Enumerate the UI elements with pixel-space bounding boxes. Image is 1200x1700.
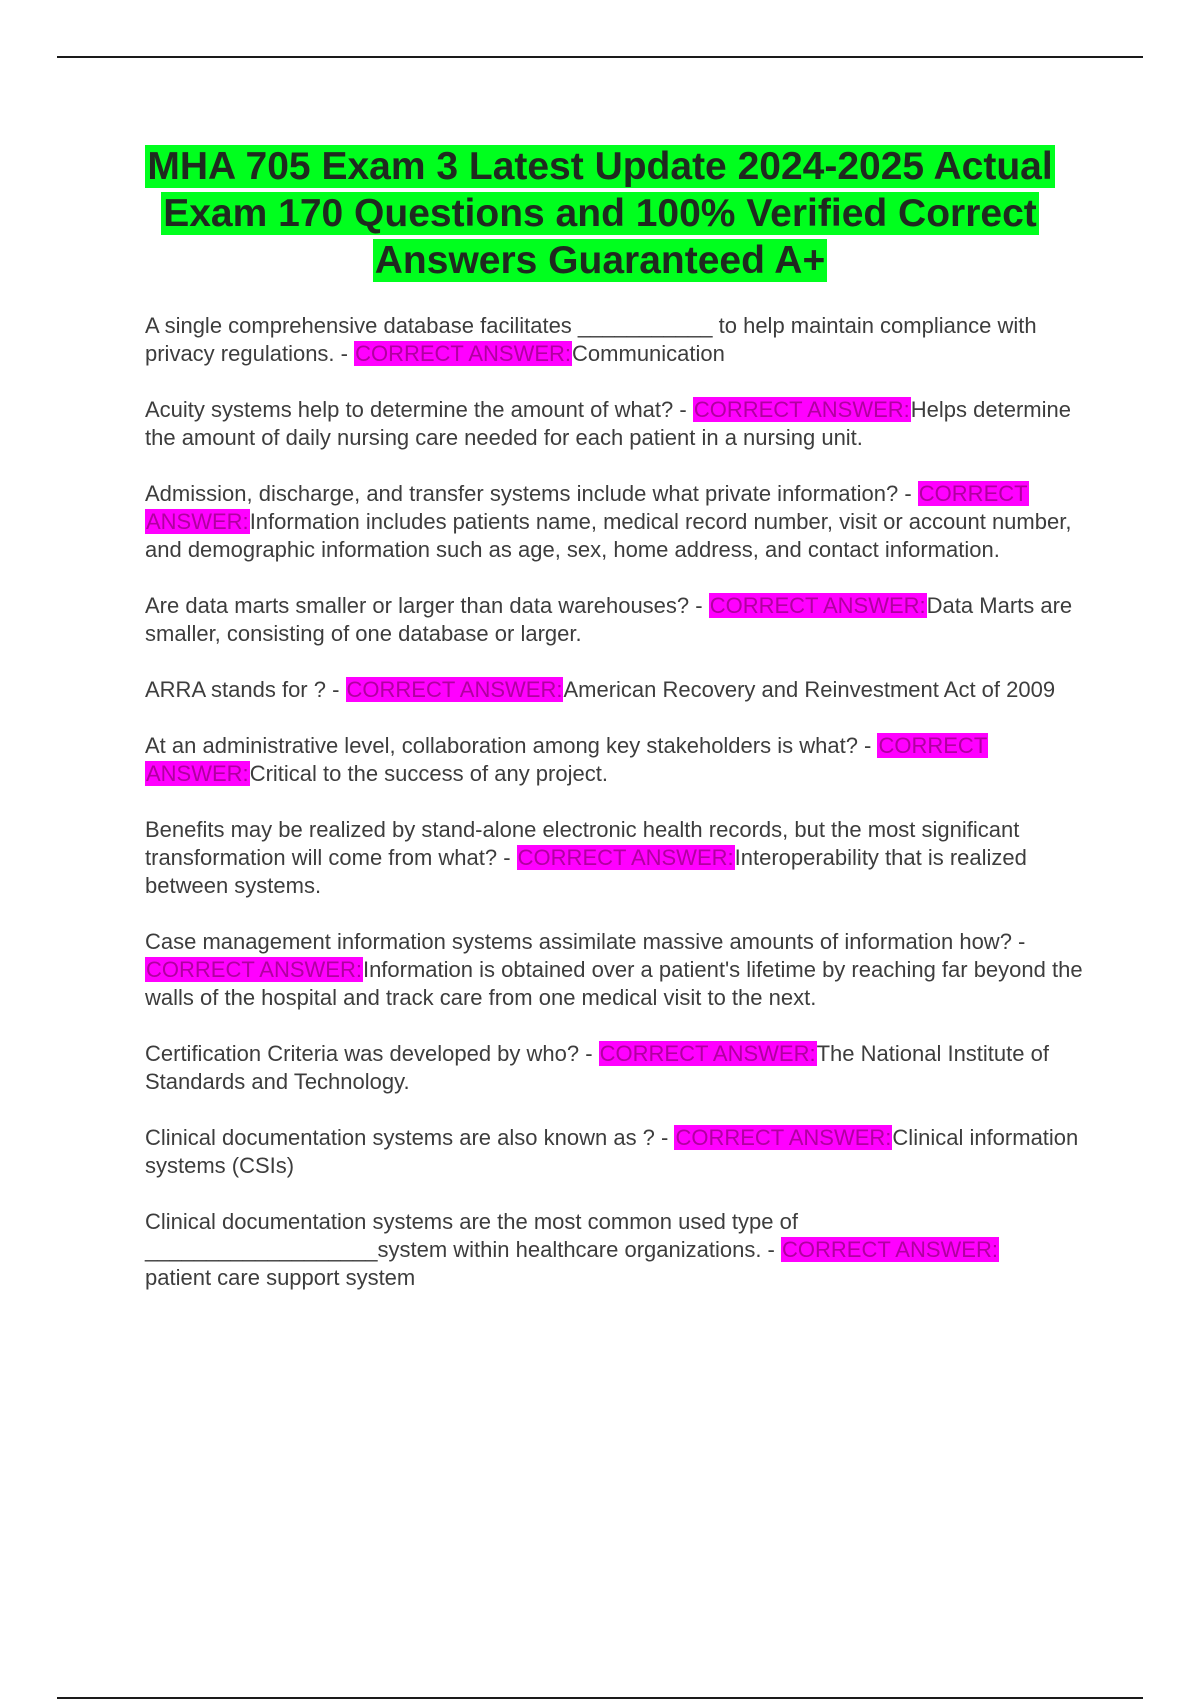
correct-answer-tag: CORRECT ANSWER: bbox=[146, 481, 1028, 534]
answer-text: Clinical information systems (CSIs) bbox=[145, 1125, 1079, 1178]
correct-answer-tag: CORRECT ANSWER: bbox=[599, 1041, 816, 1066]
qa-item bbox=[145, 480, 1090, 564]
document-title bbox=[100, 143, 1100, 284]
qa-item bbox=[145, 312, 1090, 368]
answer-text: Helps determine the amount of daily nursing care needed for each patient in a nursing unit. bbox=[145, 397, 1071, 450]
correct-answer-tag: CORRECT ANSWER: bbox=[709, 593, 926, 618]
answer-text: patient care support system bbox=[145, 1265, 416, 1290]
question-text: Certification Criteria was developed by who? - bbox=[145, 1041, 599, 1066]
question-text: A single comprehensive database facilitates ___________ to help maintain compliance with privacy regulations. - bbox=[145, 313, 1037, 366]
document-title-text: MHA 705 Exam 3 Latest Update 2024-2025 Actual Exam 170 Questions and 100% Verified Correct Answers Guaranteed A+ bbox=[147, 145, 1053, 282]
qa-item bbox=[145, 816, 1090, 900]
answer-text: The National Institute of Standards and Technology. bbox=[145, 1041, 1049, 1094]
top-rule bbox=[57, 56, 1143, 58]
correct-answer-tag: CORRECT ANSWER: bbox=[355, 341, 572, 366]
question-text: At an administrative level, collaboration among key stakeholders is what? - bbox=[145, 733, 878, 758]
correct-answer-tag: CORRECT ANSWER: bbox=[146, 957, 362, 982]
qa-item bbox=[145, 1040, 1090, 1096]
answer-text: Information is obtained over a patient's lifetime by reaching far beyond the walls of the hospital and track care from one medical visit to the next. bbox=[145, 957, 1083, 1010]
qa-item bbox=[145, 1208, 1090, 1292]
qa-item bbox=[145, 732, 1090, 788]
bottom-rule bbox=[57, 1697, 1143, 1699]
answer-text: Communication bbox=[572, 341, 725, 366]
question-text: Acuity systems help to determine the amount of what? - bbox=[145, 397, 693, 422]
question-text: Benefits may be realized by stand-alone electronic health records, but the most significant transformation will come from what? - bbox=[145, 817, 1020, 870]
question-text: Admission, discharge, and transfer systems include what private information? - bbox=[145, 481, 918, 506]
answer-text: Interoperability that is realized between systems. bbox=[145, 845, 1027, 898]
correct-answer-tag: CORRECT ANSWER: bbox=[782, 1237, 998, 1262]
qa-item bbox=[145, 1124, 1090, 1180]
answer-text: Data Marts are smaller, consisting of one database or larger. bbox=[145, 593, 1073, 646]
answer-text: Information includes patients name, medical record number, visit or account number, and demographic information such as age, sex, home address, and contact information. bbox=[145, 509, 1072, 562]
correct-answer-tag: CORRECT ANSWER: bbox=[146, 733, 988, 786]
correct-answer-tag: CORRECT ANSWER: bbox=[346, 677, 563, 702]
qa-item bbox=[145, 928, 1090, 1012]
qa-item bbox=[145, 676, 1090, 704]
answer-text: Critical to the success of any project. bbox=[249, 761, 608, 786]
question-text: ARRA stands for ? - bbox=[145, 677, 346, 702]
qa-item bbox=[145, 592, 1090, 648]
qa-list bbox=[145, 312, 1090, 1320]
correct-answer-tag: CORRECT ANSWER: bbox=[517, 845, 734, 870]
qa-item bbox=[145, 396, 1090, 452]
correct-answer-tag: CORRECT ANSWER: bbox=[693, 397, 910, 422]
answer-text: American Recovery and Reinvestment Act of 2009 bbox=[563, 677, 1056, 702]
question-text: Clinical documentation systems are the most common used type of ___________________system within healthcare organizations. - bbox=[145, 1209, 798, 1262]
question-text: Clinical documentation systems are also known as ? - bbox=[145, 1125, 675, 1150]
correct-answer-tag: CORRECT ANSWER: bbox=[675, 1125, 892, 1150]
question-text: Case management information systems assimilate massive amounts of information how? - bbox=[145, 929, 1026, 954]
question-text: Are data marts smaller or larger than data warehouses? - bbox=[145, 593, 709, 618]
